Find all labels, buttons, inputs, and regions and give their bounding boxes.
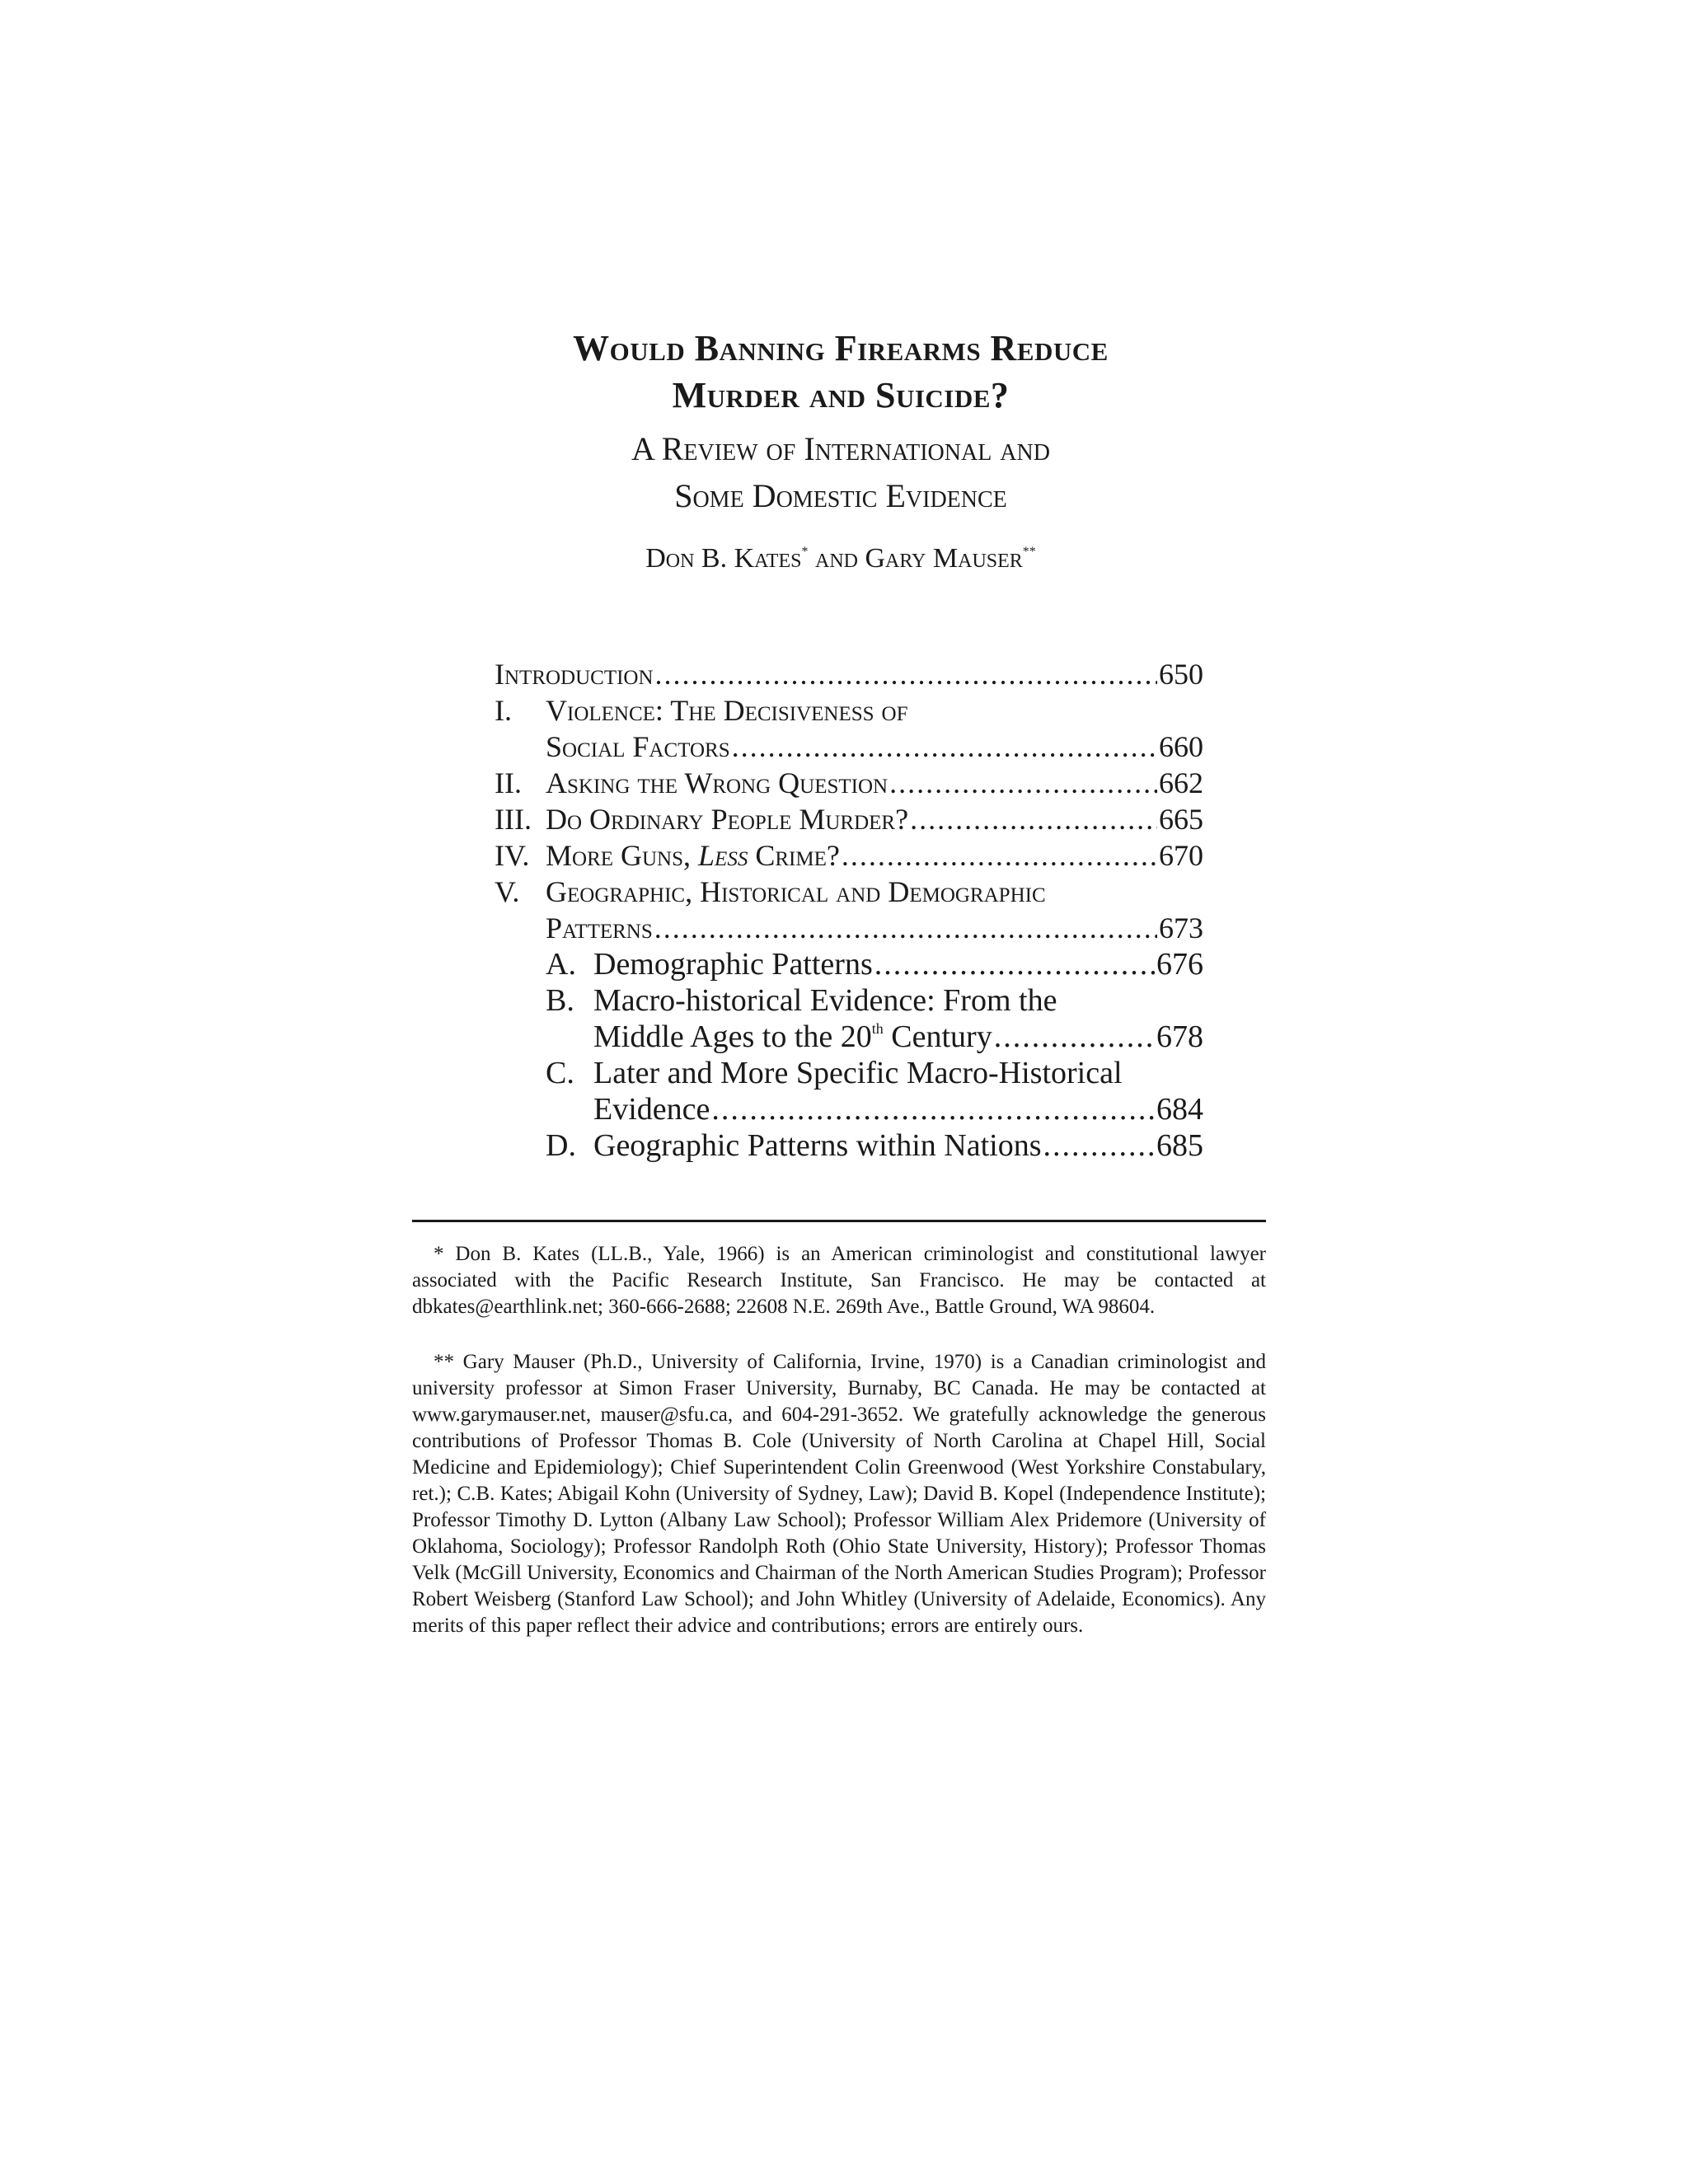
footnote-author-2: ** Gary Mauser (Ph.D., University of California, Irvine, 1970) is a Canadian criminologist and university professor at Simon Fraser University, Burnaby, BC Canada. He may be contacted at www.garymauser.net, mauser@sfu.ca, and 604-291-3652. We gratefully acknowledge the generous contributions of Professor Thomas B. Cole (University of North Carolina at Chapel Hill, Social Medicine and Epidemiology); Chief Superintendent Colin Greenwood (West Yorkshire Constabulary, ret.); C.B. Kates; Abigail Kohn (University of Sydney, Law); David B. Kopel (Independence Institute); Professor Timothy D. Lytton (Albany Law School); Professor William Alex Pridemore (University of Oklahoma, Sociology); Professor Randolph Roth (Ohio State University, History); Professor Thomas Velk (McGill University, Economics and Chairman of the North American Studies Program); Professor Robert Weisberg (Stanford Law School); and John Whitley (University of Adelaide, Economics). Any merits of this paper reflect their advice and contributions; errors are entirely ours. <box>412 1351 1266 1637</box>
toc-number: III. <box>495 803 532 836</box>
toc-title <box>546 837 840 874</box>
toc-number: C. <box>546 1056 574 1090</box>
article-subtitle <box>412 425 1269 519</box>
toc-title: Geographic, Historical and Demographic <box>546 875 1046 908</box>
toc-page: 660 <box>1159 730 1203 763</box>
toc-number: D. <box>546 1128 576 1163</box>
toc-entry-section-b-continued <box>495 1019 1203 1055</box>
author-2-footnote-mark: ** <box>1022 545 1036 559</box>
toc-entry-section-c-continued <box>495 1091 1203 1127</box>
toc-page: 676 <box>1156 947 1203 982</box>
toc-title: Patterns <box>546 912 653 944</box>
toc-page: 662 <box>1159 766 1203 799</box>
toc-title: Geographic Patterns within Nations <box>593 1128 1042 1163</box>
toc-leader <box>1043 1127 1155 1164</box>
toc-title-part: Middle Ages to the 20 <box>593 1019 872 1054</box>
toc-title: Later and More Specific Macro-Historical <box>593 1056 1123 1090</box>
toc-entry-part-5 <box>495 874 1203 910</box>
toc-title-superscript: th <box>871 1020 884 1037</box>
toc-page: 670 <box>1159 839 1203 872</box>
title-line-2: Murder and Suicide? <box>672 375 1010 415</box>
toc-leader <box>655 656 1157 692</box>
author-1: Don B. Kates <box>645 543 802 574</box>
toc-number: II. <box>495 766 522 799</box>
toc-entry-part-1 <box>495 692 1203 729</box>
toc-number: IV. <box>495 839 530 872</box>
toc-title-part: Crime? <box>748 839 840 872</box>
toc-entry-section-b <box>495 982 1203 1019</box>
author-1-footnote-mark: * <box>801 545 809 559</box>
toc-page: 685 <box>1156 1128 1203 1163</box>
toc-title: Introduction <box>495 658 654 691</box>
toc-entry-part-5-continued <box>495 910 1203 946</box>
toc-title: Evidence <box>593 1092 710 1127</box>
toc-leader <box>994 1019 1155 1055</box>
toc-leader <box>654 910 1157 946</box>
toc-title: Social Factors <box>546 730 730 763</box>
toc-entry-section-c <box>495 1055 1203 1091</box>
toc-title: Macro-historical Evidence: From the <box>593 983 1057 1018</box>
article-title <box>412 325 1269 419</box>
toc-leader <box>842 837 1157 874</box>
toc-number: A. <box>546 947 576 982</box>
toc-title: Asking the Wrong Question <box>546 766 889 799</box>
toc-number: V. <box>495 875 520 908</box>
toc-page: 650 <box>1159 658 1203 691</box>
author-byline <box>412 541 1269 577</box>
toc-title-italic: Less <box>698 839 748 872</box>
toc-number: I. <box>495 694 512 727</box>
toc-title-part: More Guns, <box>546 839 699 872</box>
toc-entry-part-4 <box>495 837 1203 874</box>
toc-title: Do Ordinary People Murder? <box>546 803 909 836</box>
toc-title-part: Century <box>883 1019 992 1054</box>
toc-entry-introduction <box>495 656 1203 692</box>
toc-leader <box>874 946 1155 982</box>
toc-page: 673 <box>1159 912 1203 944</box>
footnote-author-1: * Don B. Kates (LL.B., Yale, 1966) is an American criminologist and constitutional lawyer associated with the Pacific Research Institute, San Francisco. He may be contacted at dbkates@earthlink.net; 360-666-2688; 22608 N.E. 269th Ave., Battle Ground, WA 98604. <box>412 1243 1266 1318</box>
toc-entry-part-2 <box>495 765 1203 801</box>
toc-page: 684 <box>1156 1092 1203 1127</box>
toc-leader <box>732 729 1157 765</box>
subtitle-line-1: A Review of International and <box>631 430 1050 467</box>
footnote-divider <box>412 1220 1266 1222</box>
author-2: Gary Mauser <box>865 543 1023 574</box>
toc-page: 665 <box>1159 803 1203 836</box>
toc-leader <box>889 765 1157 801</box>
title-line-1: Would Banning Firearms Reduce <box>573 328 1109 368</box>
subtitle-line-2: Some Domestic Evidence <box>674 477 1007 514</box>
toc-title <box>593 1019 992 1055</box>
toc-entry-part-1-continued <box>495 729 1203 765</box>
toc-number: B. <box>546 983 574 1018</box>
toc-leader <box>711 1091 1155 1127</box>
toc-title: Violence: The Decisiveness of <box>546 694 908 727</box>
toc-entry-section-a <box>495 946 1203 982</box>
author-joiner: and <box>808 543 865 574</box>
toc-page: 678 <box>1156 1019 1203 1054</box>
toc-title: Demographic Patterns <box>593 947 873 982</box>
toc-entry-section-d <box>495 1127 1203 1164</box>
toc-entry-part-3 <box>495 801 1203 837</box>
toc-leader <box>910 801 1157 837</box>
